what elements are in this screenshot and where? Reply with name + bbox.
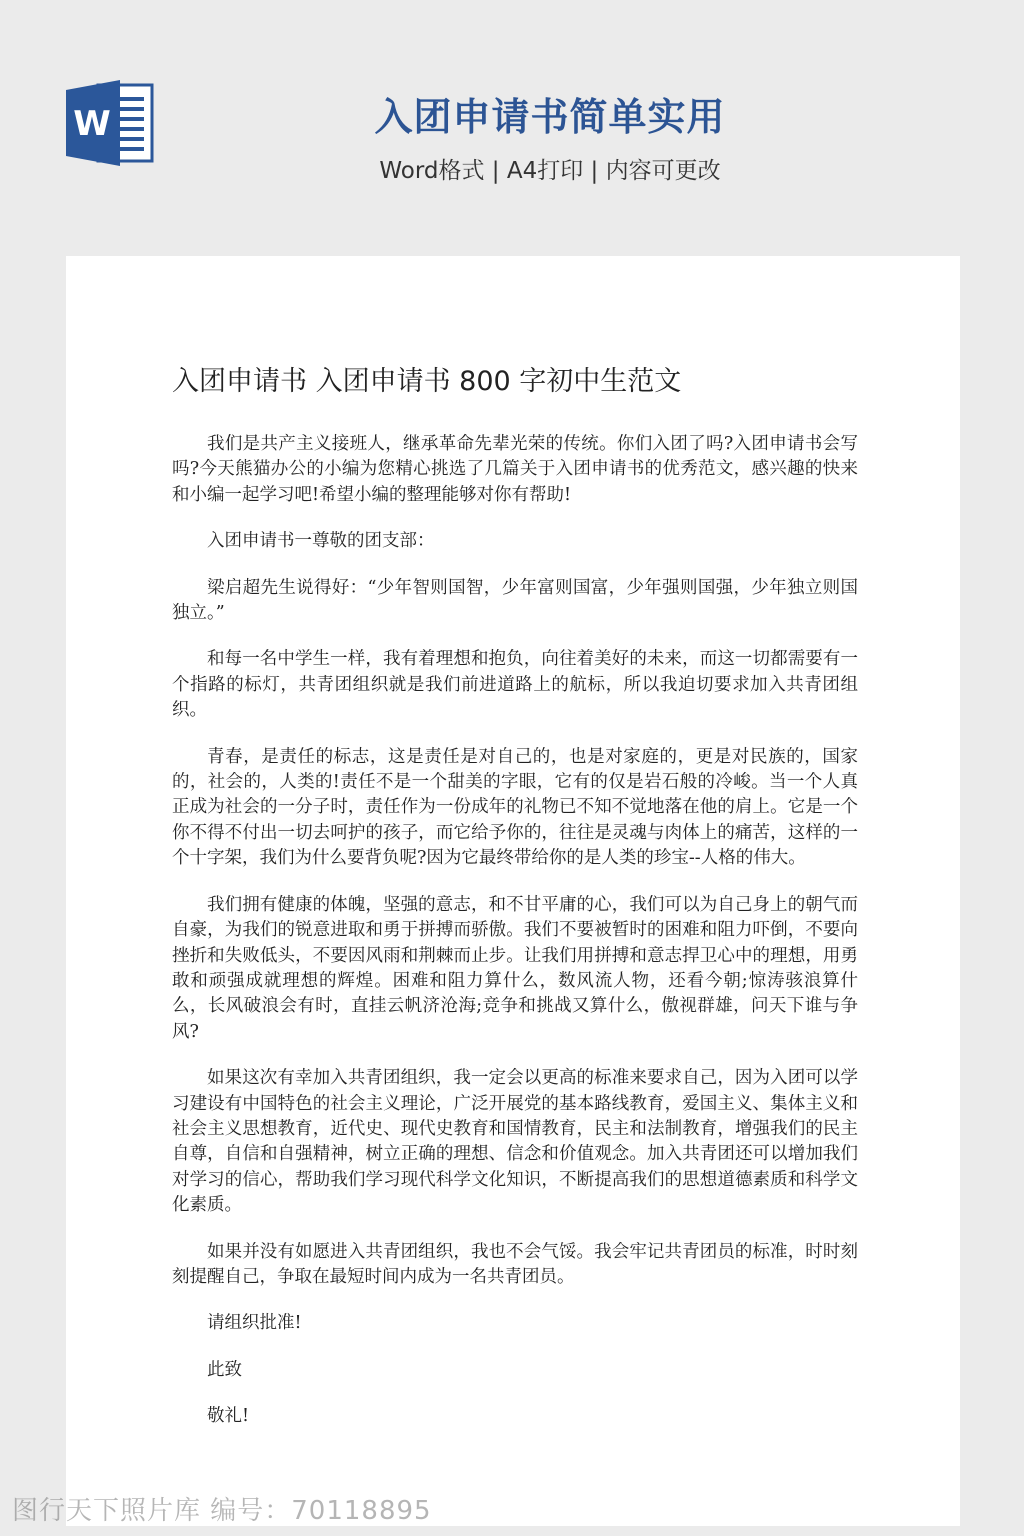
article-title: 入团申请书 入团申请书 800 字初中生范文 — [172, 366, 682, 397]
article-body — [172, 432, 858, 1451]
template-title: 入团申请书简单实用 — [374, 95, 726, 139]
closing-jingli: 敬礼! — [207, 1406, 250, 1427]
paragraph: 和每一名中学生一样，我有着理想和抱负，向往着美好的未来，而这一切都需要有一个指路的标灯，共青团组织就是我们前进道路上的航标，所以我迫切要求加入共青团组织。 — [172, 649, 858, 721]
paragraph: 如果并没有如愿进入共青团组织，我也不会气馁。我会牢记共青团员的标准，时时刻刻提醒自己，争取在最短时间内成为一名共青团员。 — [172, 1241, 858, 1287]
paragraph: 青春，是责任的标志，这是责任是对自己的，也是对家庭的，更是对民族的，国家的，社会的，人类的!责任不是一个甜美的字眼，它有的仅是岩石般的冷峻。当一个人真正成为社会的一分子时，责任作为一份成年的礼物已不知不觉地落在他的肩上。它是一个你不得不付出一切去呵护的孩子，而它给予你的，往往是灵魂与肉体上的痛苦，这样的一个十字架，我们为什么要背负呢?因为它最终带给你的是人类的珍宝--人格的伟大。 — [172, 746, 858, 869]
document-page — [66, 256, 960, 1526]
paragraph: 如果这次有幸加入共青团组织，我一定会以更高的标准来要求自己，因为入团可以学习建设有中国特色的社会主义理论，广泛开展党的基本路线教育，爱国主义、集体主义和社会主义思想教育，近代史、现代史教育和国情教育，民主和法制教育，增强我们的民主自尊，自信和自强精神，树立正确的理想、信念和价值观念。加入共青团还可以增加我们对学习的信心，帮助我们学习现代科学文化知识，不断提高我们的思想道德素质和科学文化素质。 — [172, 1068, 858, 1216]
closing-zhici: 此致 — [207, 1359, 242, 1380]
word-icon — [66, 80, 156, 166]
header — [0, 0, 1024, 250]
template-subtitle: Word格式 | A4打印 | 内容可更改 — [379, 158, 721, 184]
paragraph-salutation: 入团申请书一尊敬的团支部： — [207, 531, 435, 552]
watermark: 图行天下照片库 编号：70118895 — [12, 1496, 432, 1526]
paragraph-intro: 我们是共产主义接班人，继承革命先辈光荣的传统。你们入团了吗?入团申请书会写吗?今天熊猫办公的小编为您精心挑选了几篇关于入团申请书的优秀范文，感兴趣的快来和小编一起学习吧!希望小编的整理能够对你有帮助! — [172, 434, 858, 505]
word-icon-letter: W — [73, 104, 111, 144]
paragraph: 我们拥有健康的体魄，坚强的意志，和不甘平庸的心，我们可以为自己身上的朝气而自豪，为我们的锐意进取和勇于拼搏而骄傲。我们不要被暂时的困难和阻力吓倒，不要向挫折和失败低头，不要因风雨和荆棘而止步。让我们用拼搏和意志捍卫心中的理想，用勇敢和顽强成就理想的辉煌。困难和阻力算什么，数风流人物，还看今朝;惊涛骇浪算什么，长风破浪会有时，直挂云帆济沧海;竞争和挑战又算什么，傲视群雄，问天下谁与争风? — [172, 894, 858, 1042]
closing-request: 请组织批准! — [207, 1313, 302, 1334]
paragraph-quote: 梁启超先生说得好：“少年智则国智，少年富则国富，少年强则国强，少年独立则国独立。” — [172, 577, 858, 624]
